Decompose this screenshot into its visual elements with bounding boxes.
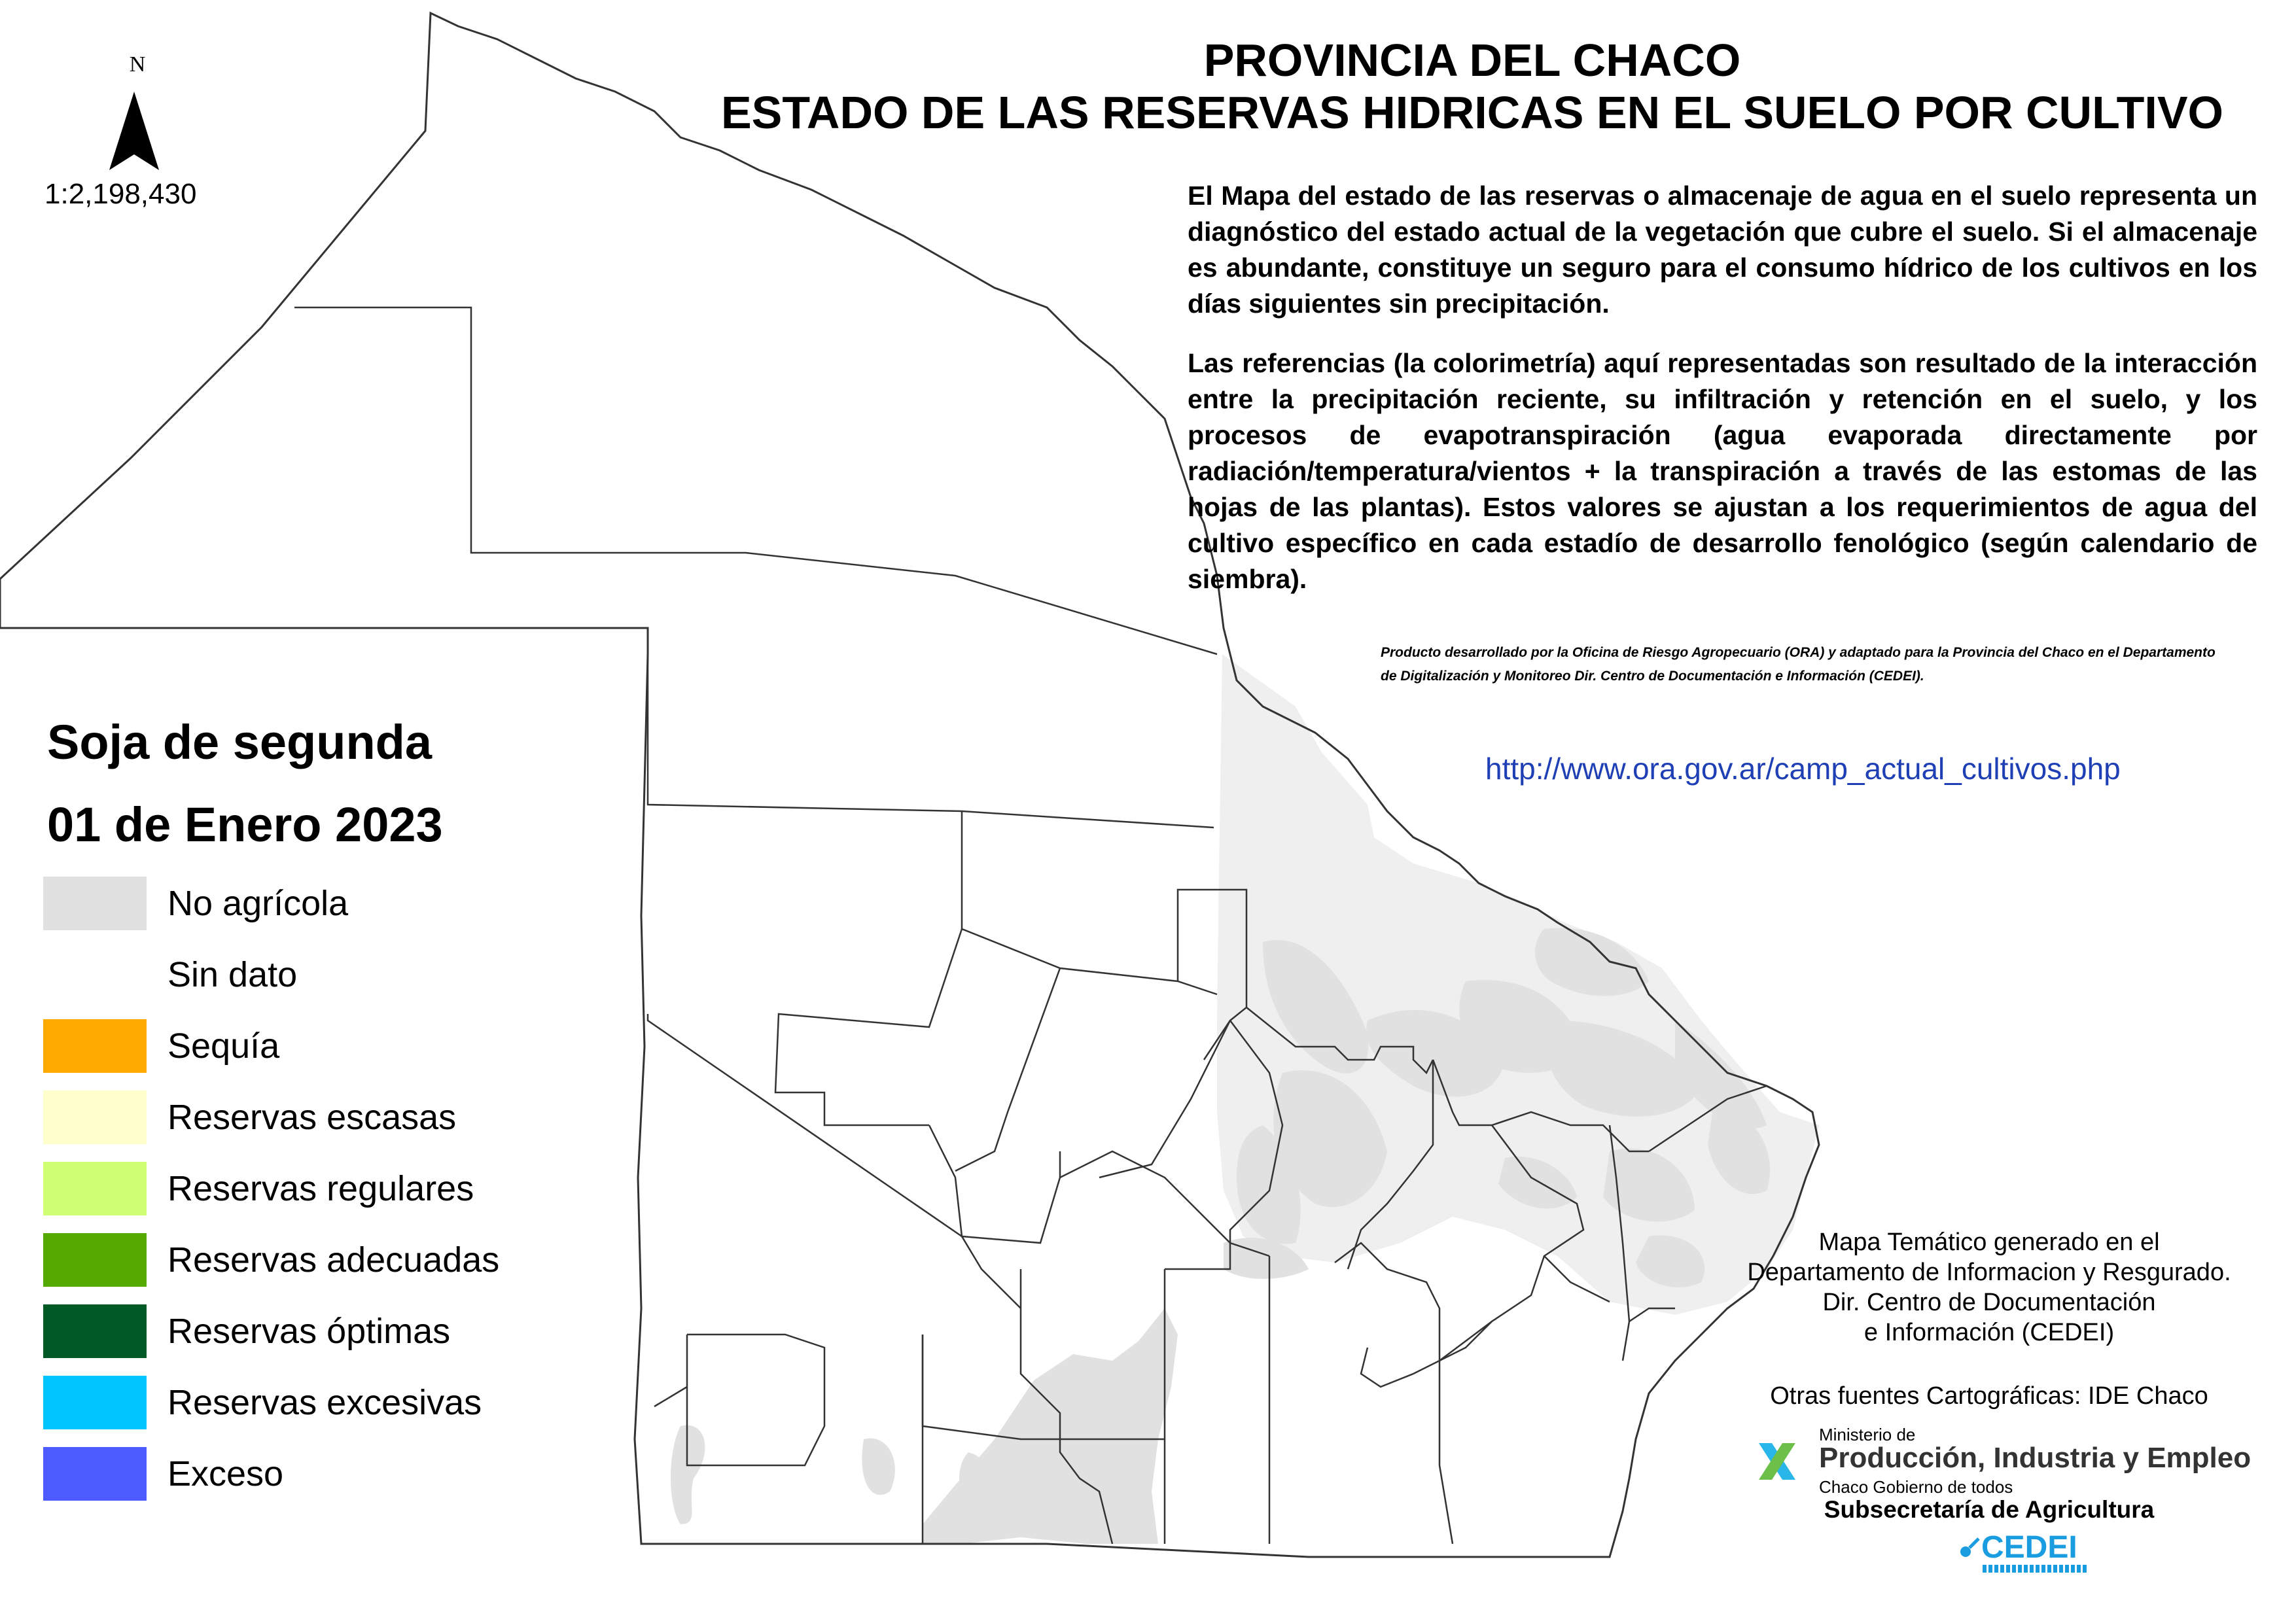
legend-label: Exceso bbox=[168, 1454, 284, 1493]
description-paragraph-2: Las referencias (la colorimetría) aquí representadas son resultado de la interacción entre la precipitación reciente, su infiltración y retención en el suelo, y los procesos de evapotranspiración (agua evaporada directamente por radiación/temperatura/vientos + la transpiración a través de las estomas de las hojas de las plantas). Estos valores se ajustan a los requerimientos de agua del cultivo específico en cada estadío de desarrollo fenológico (según calendario de siembra). bbox=[1188, 348, 2257, 594]
cedei-logo bbox=[1956, 1529, 2113, 1582]
legend-label: Reservas adecuadas bbox=[168, 1240, 500, 1280]
subsecretaria-label: Subsecretaría de Agricultura bbox=[1824, 1496, 2155, 1523]
legend-item bbox=[43, 1233, 567, 1287]
map-subtitle: ESTADO DE LAS RESERVAS HIDRICAS EN EL SUELO POR CULTIVO bbox=[720, 87, 2224, 138]
cedei-mark-icon bbox=[1956, 1533, 1984, 1561]
legend-label: No agrícola bbox=[168, 884, 349, 923]
legend-label: Reservas regulares bbox=[168, 1169, 474, 1208]
ministry-name: Producción, Industria y Empleo bbox=[1819, 1442, 2252, 1474]
legend-item bbox=[43, 1162, 567, 1215]
generated-line: Mapa Temático generado en el bbox=[1818, 1229, 2160, 1256]
legend-swatch bbox=[43, 1233, 147, 1287]
generated-line: Dir. Centro de Documentación bbox=[1822, 1289, 2156, 1316]
legend-swatch bbox=[43, 1162, 147, 1215]
legend-label: Sequía bbox=[168, 1026, 280, 1066]
legend-item bbox=[43, 1447, 567, 1501]
generated-line: e Información (CEDEI) bbox=[1863, 1319, 2115, 1346]
description-paragraph-1: El Mapa del estado de las reservas o almacenaje de agua en el suelo representa un diagnóstico del estado actual de la vegetación que cubre el suelo. Si el almacenaje es abundante, constituye un seguro para el consumo hídrico de los cultivos en los días siguientes sin precipitación. bbox=[1188, 181, 2257, 319]
cartographic-sources: Otras fuentes Cartográficas: IDE Chaco bbox=[1770, 1382, 2208, 1410]
ministry-subtitle: Chaco Gobierno de todos bbox=[1819, 1477, 2013, 1497]
ministry-top: Ministerio de bbox=[1819, 1425, 1916, 1444]
legend-item bbox=[43, 1019, 567, 1073]
source-link[interactable]: http://www.ora.gov.ar/camp_actual_cultivos.php bbox=[1485, 752, 2121, 786]
no-agricola-areas bbox=[671, 654, 1819, 1544]
generated-note bbox=[1714, 1227, 2264, 1348]
legend-swatch bbox=[43, 1019, 147, 1073]
cedei-text: CEDEI bbox=[1981, 1530, 2077, 1565]
legend-item bbox=[43, 1091, 567, 1144]
north-indicator bbox=[98, 52, 177, 77]
legend-crop: Soja de segunda bbox=[47, 715, 433, 769]
legend-swatch bbox=[43, 948, 147, 1002]
legend-label: Reservas escasas bbox=[168, 1098, 457, 1137]
legend-label: Reservas excesivas bbox=[168, 1383, 482, 1422]
legend-label: Sin dato bbox=[168, 955, 298, 994]
ministry-x-icon bbox=[1754, 1438, 1801, 1485]
legend-item bbox=[43, 1304, 567, 1358]
north-label: N bbox=[129, 52, 146, 77]
legend-item bbox=[43, 877, 567, 930]
generated-line: Departamento de Informacion y Resgurado. bbox=[1747, 1259, 2231, 1286]
ministry-logo bbox=[1754, 1420, 2264, 1497]
legend-item bbox=[43, 948, 567, 1002]
cedei-tagline-mark bbox=[1983, 1565, 2087, 1573]
legend-swatch bbox=[43, 1376, 147, 1429]
credit-note: Producto desarrollado por la Oficina de Riesgo Agropecuario (ORA) y adaptado para la Provincia del Chaco en el Departamento de Digitalización y Monitoreo Dir. Centro de Documentación e Información (CEDEI). bbox=[1381, 645, 2216, 684]
legend-label: Reservas óptimas bbox=[168, 1312, 451, 1351]
north-arrow-icon bbox=[109, 92, 134, 170]
scale-label: 1:2,198,430 bbox=[44, 178, 197, 210]
map-title: PROVINCIA DEL CHACO bbox=[1203, 35, 1741, 86]
legend-swatch bbox=[43, 1304, 147, 1358]
legend-date: 01 de Enero 2023 bbox=[47, 797, 443, 852]
legend-swatch bbox=[43, 1447, 147, 1501]
legend-swatch bbox=[43, 877, 147, 930]
legend-swatch bbox=[43, 1091, 147, 1144]
legend-item bbox=[43, 1376, 567, 1429]
